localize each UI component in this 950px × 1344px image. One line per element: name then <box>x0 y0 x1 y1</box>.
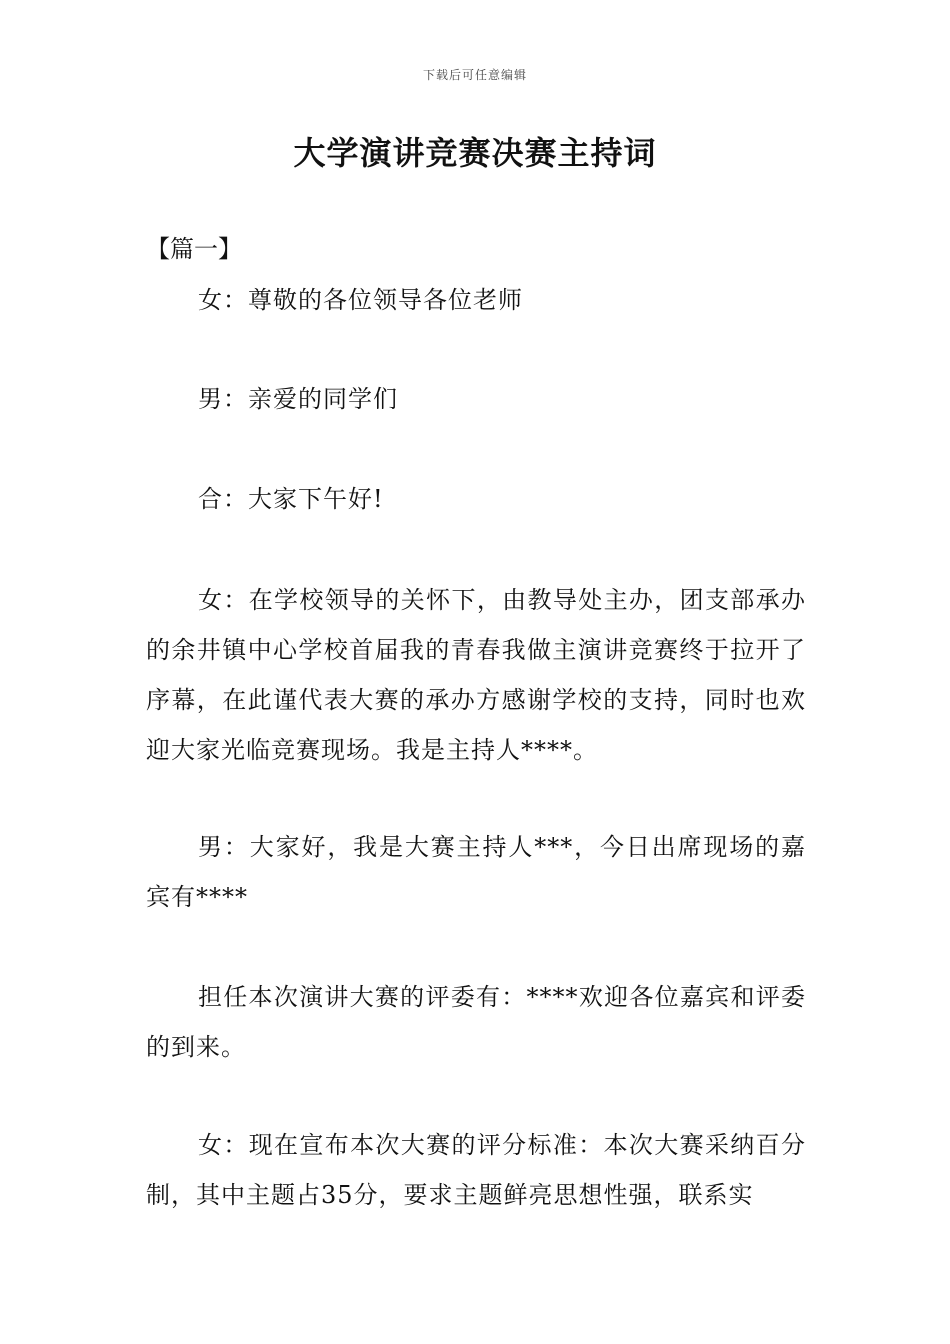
page-title: 大学演讲竞赛决赛主持词 <box>293 134 657 172</box>
paragraph-2: 男：亲爱的同学们 <box>198 385 398 413</box>
paragraph-5: 男：大家好，我是大赛主持人***，今日出席现场的嘉宾有**** <box>146 833 806 911</box>
paragraph-1: 女：尊敬的各位领导各位老师 <box>198 286 523 314</box>
paragraph-4: 女：在学校领导的关怀下，由教导处主办，团支部承办的余井镇中心学校首届我的青春我做主演讲竞赛终于拉开了序幕，在此谨代表大赛的承办方感谢学校的支持，同时也欢迎大家光临竞赛现场。我是主持人****。 <box>146 586 806 764</box>
paragraph-3: 合：大家下午好! <box>198 485 384 513</box>
paragraph-7: 女：现在宣布本次大赛的评分标准：本次大赛采纳百分制，其中主题占35分，要求主题鲜亮思想性强，联系实 <box>146 1131 806 1209</box>
paragraph-6: 担任本次演讲大赛的评委有：****欢迎各位嘉宾和评委的到来。 <box>146 983 806 1061</box>
section-label: 【篇一】 <box>146 235 242 263</box>
header-note: 下载后可任意编辑 <box>422 68 527 82</box>
